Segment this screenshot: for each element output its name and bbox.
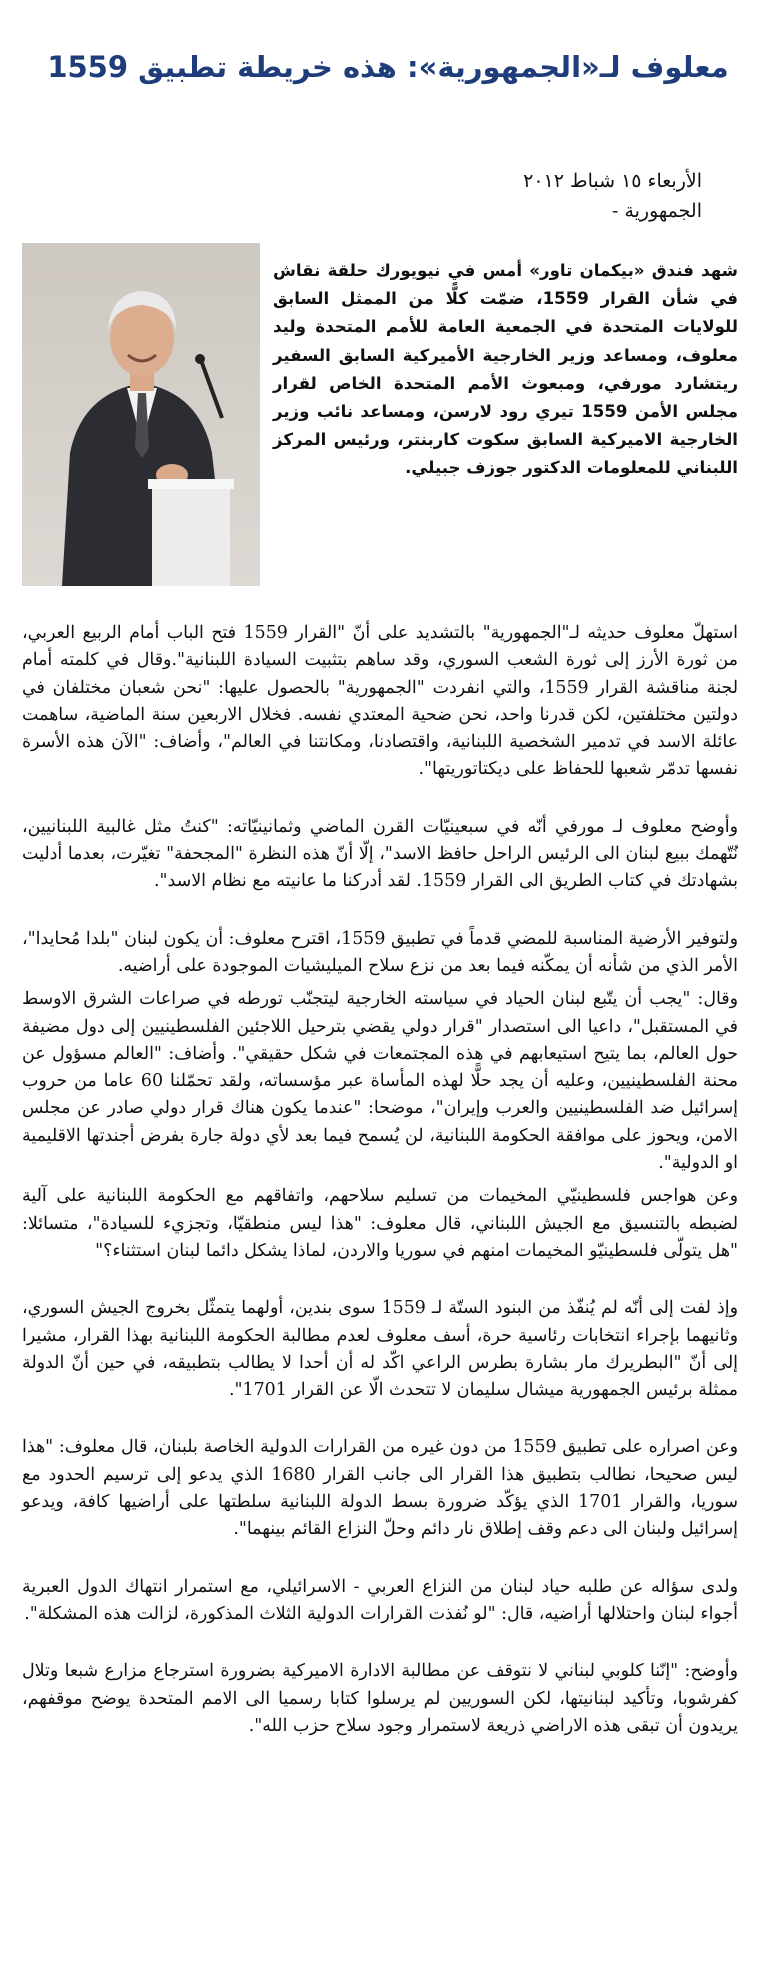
article-title: معلوف لـ«الجمهورية»: هذه خريطة تطبيق 1559 bbox=[47, 50, 729, 84]
article-source: الجمهورية - bbox=[612, 200, 702, 222]
article-lead: شهد فندق «بيكمان تاور» أمس في نيويورك حلقة نقاش في شأن القرار 1559، ضمّت كلًّا من الممثل السابق للولايات المتحدة في الجمعية العامة للأمم المتحدة وليد معلوف، ومساعد وزير الخارجية الأميركية السابق السفير ريتشارد مورفي، ومبعوث الأمم المتحدة الخاص لقرار مجلس الأمن 1559 تيري رود لارسن، ومساعد نائب وزير الخارجية الاميركية السابق سكوت كاربنتر، ورئيس المركز اللبناني للمعلومات الدكتور جوزف جبيلي. bbox=[273, 261, 738, 478]
article-paragraph: وقال: "يجب أن يتّبع لبنان الحياد في سياسته الخارجية ليتجنّب تورطه في صراعات الشرق الاوسط في المستقبل"، داعيا الى استصدار "قرار دولي يقضي بترحيل اللاجئين الفلسطينيين إلى دول مضيفة حول العالم، بما يتيح استيعابهم في هذه المجتمعات في شكل حقيقي". وأضاف: "العالم مسؤول عن محنة الفلسطينيين، وعليه أن يجد حلًّا لهذه المأساة عبر مؤسساته، ولقد تحمّلنا 60 عاما من حروب إسرائيل ضد الفلسطينيين والعرب وإيران"، موضحا: "عندما يكون هناك قرار دولي صادر عن مجلس الامن، ويحوز على موافقة الحكومة اللبنانية، لن يُسمح فيما بعد لأي دولة جارة بفرض أجندتها الاقليمية او الدولية". bbox=[22, 989, 738, 1174]
article-paragraph: ولتوفير الأرضية المناسبة للمضي قدماً في تطبيق 1559، اقترح معلوف: أن يكون لبنان "بلدا مُحايدا"، الأمر الذي من شأنه أن يمكّنه فيما بعد من نزع سلاح الميليشيات الموجودة على أراضيه. bbox=[22, 928, 738, 976]
article-paragraph: وأوضح معلوف لـ مورفي أنّه في سبعينيّات القرن الماضي وثمانينيّاته: "كنتُ مثل غالبية اللبنانيين، نُتّهمك ببيع لبنان الى الرئيس الراحل حافظ الاسد"، إلّا أنّ هذه النظرة "المجحفة" تغيّرت، بعدما أدليت بشهادتك في كتاب الطريق الى القرار 1559. لقد أدركنا ما عانيته مع نظام الاسد". bbox=[22, 816, 738, 892]
article-paragraph: وأوضح: "إنّنا كلوبي لبناني لا نتوقف عن مطالبة الادارة الاميركية بضرورة استرجاع مزارع شبعا وتلال كفرشوبا، وتأكيد لبنانيتها، لكن السوريين لم يرسلوا كتابا رسميا الى الامم المتحدة يوضح موقفهم، يريدون أن تبقى هذه الاراضي ذريعة لاستمرار وجود سلاح حزب الله". bbox=[22, 1661, 738, 1736]
article-meta bbox=[523, 166, 702, 226]
article-paragraph: وعن هواجس فلسطينيّي المخيمات من تسليم سلاحهم، واتفاقهم مع الحكومة اللبنانية على آلية لضبطه بالتنسيق مع الجيش اللبناني، قال معلوف: "هذا ليس منطقيّا، وتجزيء للسيادة"، متسائلا: "هل يتولّى فلسطينيّو المخيمات امنهم في سوريا والاردن، لماذا يشكل دائما لبنان استثناء؟" bbox=[22, 1186, 738, 1261]
article-paragraph: وعن اصراره على تطبيق 1559 من دون غيره من القرارات الدولية الخاصة بلبنان، قال معلوف: "هذا ليس صحيحا، نطالب بتطبيق هذا القرار الى جانب القرار 1680 الذي يدعو إلى ترسيم الحدود مع سوريا، والقرار 1701 الذي يؤكّد ضرورة بسط الدولة اللبنانية سلطتها على أراضيها كافة، ويدعو إسرائيل ولبنان الى دعم وقف إطلاق نار دائم وحلّ النزاع القائم بينهما". bbox=[22, 1437, 738, 1540]
article-date: الأربعاء ١٥ شباط ٢٠١٢ bbox=[523, 170, 702, 192]
article-body bbox=[22, 620, 738, 1770]
article-paragraph: ولدى سؤاله عن طلبه حياد لبنان من النزاع العربي - الاسرائيلي، مع استمرار انتهاك الدول العبرية أجواء لبنان واحتلالها أراضيه، قال: "لو نُفذت القرارات الدولية الثلاث المذكورة، لزالت هذه المشكلة". bbox=[22, 1576, 738, 1624]
speaker-photo bbox=[22, 243, 260, 586]
article-paragraph: وإذ لفت إلى أنّه لم يُنفّذ من البنود الستّة لـ 1559 سوى بندين، أولهما يتمثّل بخروج الجيش السوري، وثانيهما بإجراء انتخابات رئاسية حرة، أسف معلوف لعدم مطالبة الحكومة اللبنانية بهذا القرار، مشيرا إلى أنّ "البطريرك مار بشارة بطرس الراعي اكّد له أن أحدا لا يطالب بتطبيقه، في حين أنّ الدولة ممثلة برئيس الجمهورية ميشال سليمان لا تتحدث الّا عن القرار 1701". bbox=[22, 1298, 739, 1401]
article-paragraph: استهلّ معلوف حديثه لـ"الجمهورية" بالتشديد على أنّ "القرار 1559 فتح الباب أمام الربيع العربي، من ثورة الأرز إلى ثورة الشعب السوري، وقد ساهم بتثبيت السيادة اللبنانية".وقال في كلمته أمام لجنة مناقشة القرار 1559، والتي انفردت "الجمهورية" بالحصول عليها: "نحن شعبان مختلفان في دولتين مختلفتين، لكن قدرنا واحد، نحن ضحية المعتدي نفسه. فخلال الاربعين سنة الماضية، ساهمت عائلة الاسد في تدمير الشخصية اللبنانية، واقتصادنا، ومكانتنا في العالم"، وأضاف: "الآن هذه الأسرة نفسها تدمّر شعبها للحفاظ على ديكتاتوريتها". bbox=[22, 623, 738, 780]
